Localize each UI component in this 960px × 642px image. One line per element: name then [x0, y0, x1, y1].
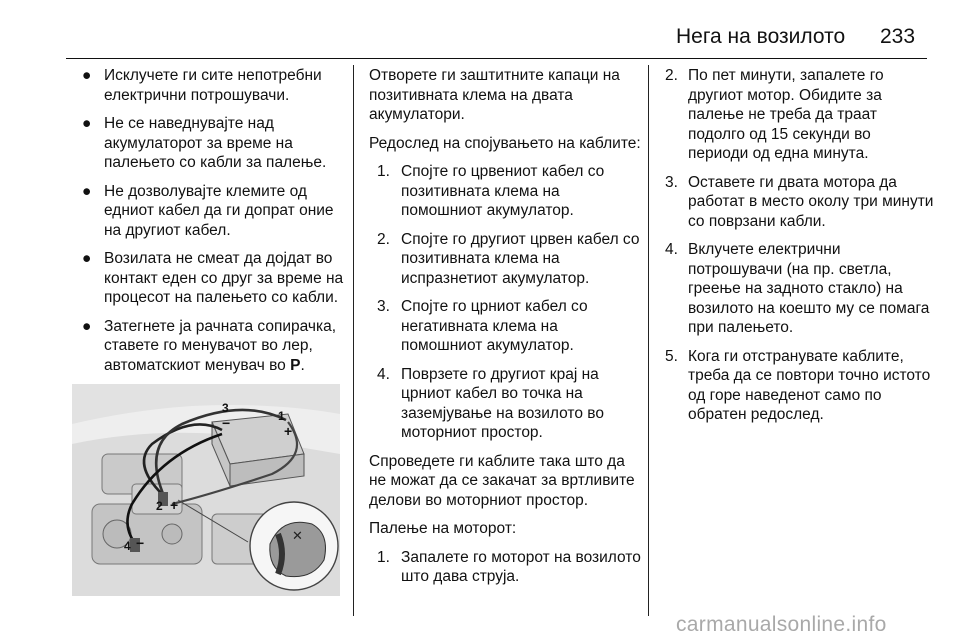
column-middle — [369, 66, 641, 596]
bullet-icon: ● — [82, 182, 92, 200]
bullet-icon: ● — [82, 250, 92, 267]
numbered-step — [665, 173, 935, 232]
jump-start-illustration — [72, 384, 340, 596]
step-text: Поврзете го другиот крај на црниот кабел во точка на заземјување на возилото во моторниот простор. — [401, 365, 604, 441]
numbered-step — [369, 162, 641, 221]
bullet-icon: ● — [82, 115, 92, 132]
positive-terminal-cap-icon — [270, 522, 326, 576]
step-number: 1. — [377, 548, 390, 566]
bullet-text: Не дозволувајте клемите од едниот кабел да ги допрат оние на другиот кабел. — [104, 182, 334, 239]
bullet-item — [76, 182, 348, 241]
step-number: 1. — [377, 163, 390, 180]
gear-position-p: P — [290, 356, 301, 374]
plus-sign-1: + — [284, 423, 293, 439]
step-text: Спојте го црвениот кабел со позитивната клема на помошниот акумулатор. — [401, 163, 605, 219]
bullet-text: Не се наведнувајте над акумулаторот за време на палењето со кабли за палење. — [104, 115, 327, 171]
step-text: Оставете ги двата мотора да работат в место околу три минути со поврзани кабли. — [688, 173, 934, 230]
start-heading: Палење на моторот: — [369, 520, 517, 537]
minus-sign-3: − — [222, 415, 231, 431]
page-number: 233 — [880, 25, 916, 48]
label-2: 2 — [156, 499, 163, 513]
step-text: Запалете го моторот на возилото што дава струја. — [401, 548, 641, 585]
bullet-item — [76, 66, 348, 105]
numbered-step — [665, 240, 935, 338]
label-1: 1 — [278, 409, 285, 423]
bullet-text: Исклучете ги сите непотребни електрични потрошувачи. — [104, 67, 322, 104]
step-text: Вклучете електрични потрошувачи (на пр. светла, греење на задното стакло) на возилото на коешто му се помага при палењето. — [688, 241, 930, 336]
numbered-step — [369, 365, 641, 443]
bullet-icon: ● — [82, 317, 92, 335]
step-text: По пет минути, запалете го другиот мотор. Обидите за палење не треба да траат подолго од 15 секунди во периоди од една минута. — [688, 67, 884, 162]
bullet-text: Затегнете ја рачната сопирачка, ставете го менувачот во лер, автоматскиот менувач во — [104, 317, 337, 374]
numbered-step — [369, 230, 641, 289]
numbered-step — [369, 548, 641, 587]
numbered-step — [665, 66, 935, 164]
bullet-item — [76, 317, 348, 376]
order-heading: Редослед на спојувањето на каблите: — [369, 134, 641, 152]
minus-sign-4: − — [136, 535, 145, 551]
step-number: 3. — [377, 298, 390, 315]
step-number: 4. — [665, 241, 678, 258]
plus-sign-2: + — [170, 497, 179, 513]
bullet-icon: ● — [82, 67, 92, 84]
bullet-item — [76, 114, 348, 173]
column-divider-1 — [353, 65, 354, 616]
bullet-text: Возилата не смеат да дојдат во контакт еден со друг за време на процесот на палењето со кабли. — [104, 250, 344, 306]
header-rule — [66, 58, 927, 59]
numbered-step — [369, 297, 641, 356]
page-title: Нега на возилото — [676, 25, 846, 48]
step-number: 2. — [377, 230, 390, 248]
step-number: 4. — [377, 365, 390, 383]
watermark-link[interactable]: carmanualsonline.info — [676, 613, 887, 636]
step-text: Спојте го црниот кабел со негативната клема на помошниот акумулатор. — [401, 298, 588, 354]
step-text: Спојте го другиот црвен кабел со позитивната клема на испразнетиот акумулатор. — [401, 230, 640, 287]
step-number: 5. — [665, 347, 678, 365]
numbered-step — [665, 347, 935, 425]
label-4: 4 — [124, 539, 131, 553]
step-text: Кога ги отстранувате каблите, треба да се повтори точно истото од горе наведенот само по обратен редослед. — [688, 347, 931, 423]
label-3: 3 — [222, 401, 229, 415]
column-left — [76, 66, 348, 384]
bullet-item — [76, 249, 348, 308]
step-number: 3. — [665, 173, 678, 191]
routing-paragraph: Спроведете ги каблите така што да не можат да се закачат за вртливите делови во моторниот простор. — [369, 452, 635, 509]
intro-paragraph: Отворете ги заштитните капаци на позитивната клема на двата акумулатори. — [369, 67, 620, 123]
column-divider-2 — [648, 65, 649, 616]
column-right — [665, 66, 935, 434]
page-header — [0, 0, 960, 58]
bullet-end: . — [300, 356, 305, 374]
step-number: 2. — [665, 67, 678, 84]
x-mark-icon: ✕ — [292, 529, 303, 544]
